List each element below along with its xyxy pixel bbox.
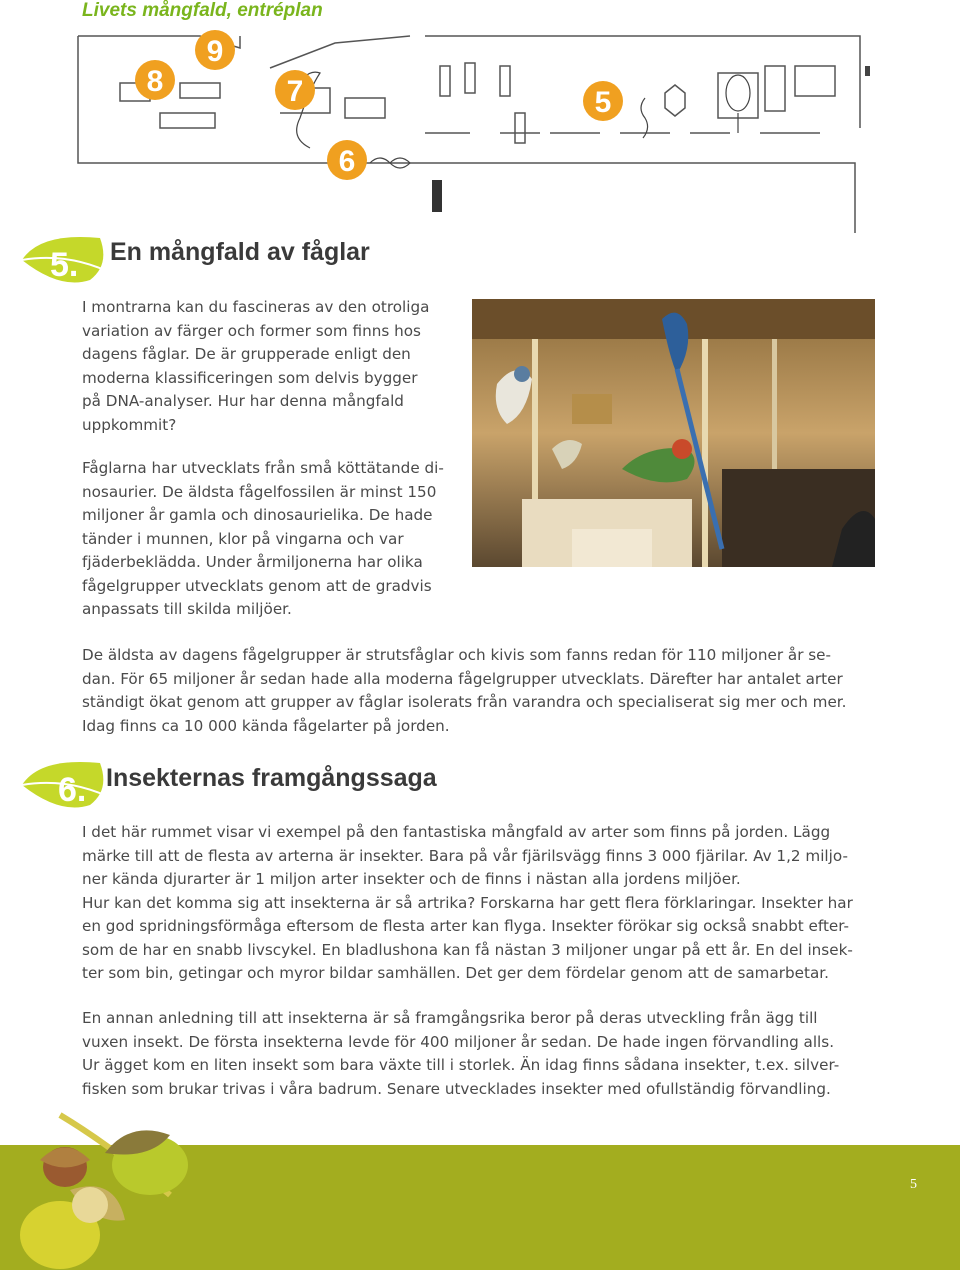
- text-line: nosaurier. De äldsta fågelfossilen är minst 150: [82, 482, 437, 501]
- text-line: som de har en snabb livscykel. En bladlushona kan få nästan 3 miljoner ungar på ett år. En del insek-: [82, 940, 853, 959]
- text-line: på DNA-analyser. Hur har denna mångfald: [82, 392, 404, 410]
- floorplan-marker-9: [195, 30, 235, 70]
- text-line: variation av färger och former som finns hos: [82, 321, 421, 340]
- text-line: De äldsta av dagens fågelgrupper är strutsfåglar och kivis som fanns redan för 110 miljoner år se-: [82, 646, 832, 664]
- svg-text:7: 7: [286, 75, 304, 108]
- text-line: Ur ägget kom en liten insekt som bara växte till i storlek. Än idag finns sådana insekter, t.ex. silver-: [82, 1056, 840, 1074]
- section-6-paragraph-1: [82, 821, 892, 986]
- svg-text:5: 5: [594, 86, 612, 119]
- acorns-illustration-icon: [0, 1105, 210, 1270]
- text-line: Fåglarna har utvecklats från små köttätande di-: [82, 459, 444, 477]
- text-line: fågelgrupper utvecklats genom att de gradvis: [82, 576, 432, 595]
- text-line: I det här rummet visar vi exempel på den fantastiska mångfald av arter som finns på jorden. Lägg: [82, 823, 831, 841]
- floor-plan-map: [70, 28, 870, 243]
- svg-text:5.: 5.: [50, 246, 79, 284]
- leaf-badge-5: [20, 230, 115, 290]
- section-5-full-text: [82, 644, 892, 738]
- svg-text:6.: 6.: [58, 771, 87, 809]
- floorplan-marker-5: [583, 81, 623, 121]
- floorplan-marker-6: [327, 140, 367, 180]
- svg-text:9: 9: [206, 35, 224, 68]
- text-line: miljoner år gamla och dinosaurielika. De hade: [82, 506, 433, 524]
- svg-text:8: 8: [146, 65, 164, 98]
- text-line: ner kända djurarter är 1 miljon arter insekter och de finns i nästan alla jordens miljöer.: [82, 870, 741, 888]
- text-line: ständigt ökat genom att grupper av fåglar isolerats från varandra och specialiserat sig mer och mer.: [82, 693, 847, 711]
- text-line: Hur kan det komma sig att insekterna är så artrika? Forskarna har gett flera förklaringar. Insekter har: [82, 893, 853, 912]
- text-line: En annan anledning till att insekterna är så framgångsrika beror på deras utveckling från ägg till: [82, 1009, 818, 1027]
- page-number: 5: [910, 1177, 917, 1192]
- svg-text:6: 6: [338, 145, 356, 178]
- text-line: fjäderbeklädda. Under årmiljonerna har olika: [82, 553, 423, 571]
- text-line: dan. För 65 miljoner år sedan hade alla moderna fågelgrupper utvecklats. Därefter har antalet arter: [82, 669, 843, 688]
- text-line: ter som bin, getingar och myror bildar samhällen. Det ger dem fördelar genom att de samarbetar.: [82, 964, 829, 982]
- section-6-heading: Insekternas framgångssaga: [106, 764, 437, 792]
- text-line: Idag finns ca 10 000 kända fågelarter på jorden.: [82, 716, 450, 735]
- text-line: vuxen insekt. De första insekterna levde för 400 miljoner år sedan. De hade ingen förvandling alls.: [82, 1032, 835, 1051]
- text-line: dagens fåglar. De är grupperade enligt den: [82, 345, 411, 363]
- text-line: en god spridningsförmåga eftersom de flesta arter kan flyga. Insekter förökar sig också snabbt efter-: [82, 917, 849, 935]
- floorplan-marker-8: [135, 60, 175, 100]
- text-line: fisken som brukar trivas i våra badrum. Senare utvecklades insekter med ofullständig förvandling.: [82, 1079, 831, 1098]
- section-5-intro: [82, 296, 462, 437]
- section-5-dinosaur-text: [82, 457, 467, 622]
- floorplan-marker-7: [275, 70, 315, 110]
- text-line: märke till att de flesta av arterna är insekter. Bara på vår fjärilsvägg finns 3 000 fjärilar. Av 1,2 miljo-: [82, 846, 848, 865]
- text-line: anpassats till skilda miljöer.: [82, 600, 292, 618]
- section-6-paragraph-2: [82, 1007, 892, 1101]
- text-line: I montrarna kan du fascineras av den otroliga: [82, 298, 430, 316]
- leaf-badge-6: [20, 755, 115, 815]
- bird-display-photo: [472, 299, 875, 567]
- text-line: tänder i munnen, klor på vingarna och var: [82, 529, 404, 548]
- page-header-title: Livets mångfald, entréplan: [82, 0, 323, 21]
- text-line: moderna klassificeringen som delvis bygger: [82, 368, 418, 387]
- text-line: uppkommit?: [82, 415, 177, 434]
- section-5-heading: En mångfald av fåglar: [110, 238, 370, 266]
